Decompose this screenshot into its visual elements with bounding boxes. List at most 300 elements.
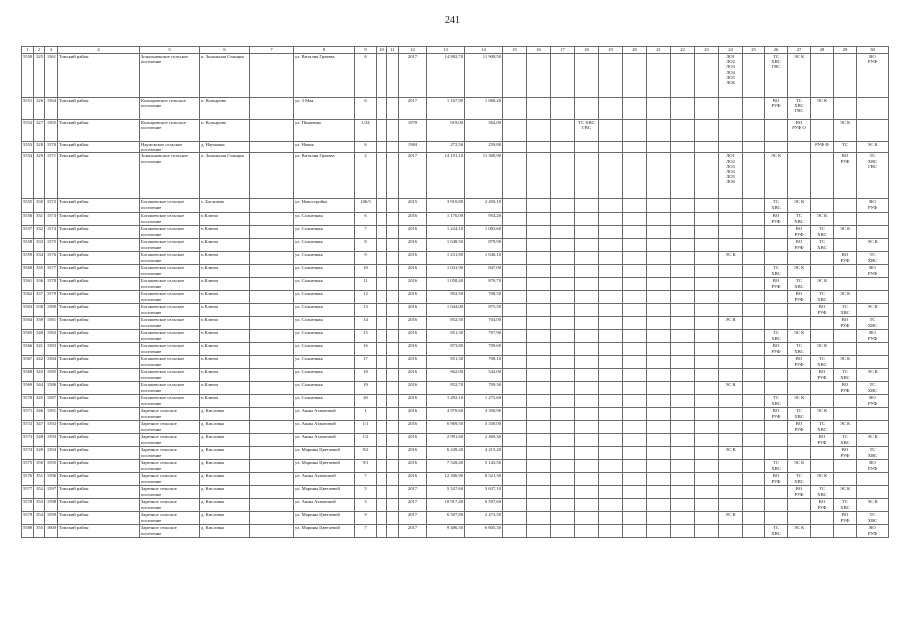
- table-cell: 6 507,80: [427, 512, 465, 525]
- table-cell: [387, 120, 399, 142]
- table-cell: [671, 153, 695, 199]
- table-cell: [377, 120, 387, 142]
- table-cell: 707,90: [465, 330, 503, 343]
- table-cell: [250, 252, 294, 265]
- table-cell: [695, 525, 719, 538]
- table-cell: [743, 408, 765, 421]
- table-cell: [743, 213, 765, 226]
- table-cell: ВО РУФ: [788, 356, 811, 369]
- table-cell: ТС ХВС: [857, 252, 889, 265]
- table-cell: 2015: [399, 199, 427, 213]
- column-header: 29: [834, 47, 857, 54]
- table-cell: [623, 512, 647, 525]
- table-cell: д. Кисловка: [200, 473, 250, 486]
- table-cell: [503, 525, 527, 538]
- table-cell: [695, 265, 719, 278]
- table-cell: [695, 153, 719, 199]
- table-cell: [623, 252, 647, 265]
- table-cell: ул. Солнечная: [294, 356, 355, 369]
- table-cell: [743, 98, 765, 120]
- table-cell: [551, 278, 575, 291]
- table-cell: ТС ХВС: [765, 460, 788, 473]
- table-cell: 1574: [45, 226, 58, 239]
- table-cell: 9: [355, 252, 377, 265]
- table-cell: Томский район: [58, 239, 140, 252]
- table-cell: [387, 486, 399, 499]
- table-cell: [695, 486, 719, 499]
- table-cell: [575, 199, 599, 213]
- table-cell: [623, 460, 647, 473]
- table-cell: [743, 142, 765, 153]
- table-cell: [575, 317, 599, 330]
- table-cell: [765, 499, 788, 512]
- table-cell: [811, 447, 834, 460]
- table-cell: п. Кольарово: [200, 98, 250, 120]
- table-cell: 342: [34, 356, 45, 369]
- table-cell: [377, 54, 387, 98]
- table-cell: [671, 408, 695, 421]
- table-cell: [527, 213, 551, 226]
- table-cell: [503, 265, 527, 278]
- table-cell: [788, 434, 811, 447]
- table-cell: [551, 265, 575, 278]
- table-cell: 2016: [399, 304, 427, 317]
- table-cell: [743, 447, 765, 460]
- table-cell: 1 492,10: [427, 395, 465, 408]
- table-cell: [503, 382, 527, 395]
- table-cell: 353: [34, 499, 45, 512]
- table-cell: [527, 265, 551, 278]
- table-cell: [719, 142, 743, 153]
- table-cell: [743, 356, 765, 369]
- table-cell: [503, 226, 527, 239]
- table-cell: Томский район: [58, 142, 140, 153]
- table-cell: ЭС К: [788, 265, 811, 278]
- table-cell: [647, 460, 671, 473]
- table-cell: [834, 408, 857, 421]
- table-row: [22, 330, 889, 343]
- table-cell: [551, 291, 575, 304]
- table-cell: ЭС К: [834, 356, 857, 369]
- table-cell: [857, 226, 889, 239]
- table-cell: [377, 199, 387, 213]
- table-cell: [387, 395, 399, 408]
- table-cell: 1: [355, 408, 377, 421]
- table-cell: ТС ХВС: [834, 434, 857, 447]
- table-cell: 1598: [45, 499, 58, 512]
- column-header: 9: [355, 47, 377, 54]
- table-cell: [250, 330, 294, 343]
- table-cell: [527, 499, 551, 512]
- table-cell: ЭС К: [788, 330, 811, 343]
- table-cell: [834, 395, 857, 408]
- table-cell: [623, 278, 647, 291]
- table-cell: ул. Солнечная: [294, 304, 355, 317]
- table-cell: [834, 213, 857, 226]
- table-cell: [551, 330, 575, 343]
- column-header: 21: [647, 47, 671, 54]
- table-cell: [647, 408, 671, 421]
- table-cell: 1 231,80: [427, 252, 465, 265]
- table-cell: [503, 499, 527, 512]
- table-cell: [377, 252, 387, 265]
- table-cell: [647, 304, 671, 317]
- table-cell: 5565: [22, 330, 34, 343]
- table-cell: [599, 54, 623, 98]
- table-cell: [788, 369, 811, 382]
- table-cell: [377, 304, 387, 317]
- table-row: [22, 120, 889, 142]
- table-cell: Кольаровское сельское поселение: [140, 98, 200, 120]
- table-cell: [811, 265, 834, 278]
- table-cell: [377, 473, 387, 486]
- table-row: [22, 239, 889, 252]
- table-cell: 349: [34, 447, 45, 460]
- table-cell: 2016: [399, 343, 427, 356]
- table-cell: [527, 434, 551, 447]
- table-cell: ВО РУФ: [788, 226, 811, 239]
- table-cell: [527, 408, 551, 421]
- table-cell: [623, 265, 647, 278]
- table-cell: [387, 473, 399, 486]
- table-cell: [527, 304, 551, 317]
- table-cell: [811, 54, 834, 98]
- table-cell: 9/1: [355, 460, 377, 473]
- table-cell: [250, 98, 294, 120]
- table-cell: [719, 460, 743, 473]
- table-cell: [575, 434, 599, 447]
- table-cell: 347: [34, 421, 45, 434]
- table-cell: ВО РУФ: [834, 447, 857, 460]
- table-cell: п.Ключи: [200, 395, 250, 408]
- table-cell: 7: [355, 226, 377, 239]
- table-cell: 7: [355, 525, 377, 538]
- table-cell: [503, 291, 527, 304]
- table-cell: [503, 153, 527, 199]
- table-cell: 5564: [22, 317, 34, 330]
- table-cell: 2016: [399, 382, 427, 395]
- table-row: [22, 356, 889, 369]
- table-cell: ТС ХВС ГВС: [575, 120, 599, 142]
- table-cell: [377, 356, 387, 369]
- table-cell: [719, 278, 743, 291]
- table-cell: [551, 382, 575, 395]
- table-cell: 20: [355, 395, 377, 408]
- table-cell: 1570: [45, 142, 58, 153]
- table-cell: [527, 317, 551, 330]
- table-cell: ул. Анны Ахматовой: [294, 473, 355, 486]
- table-cell: [765, 304, 788, 317]
- table-cell: [695, 304, 719, 317]
- table-cell: [647, 142, 671, 153]
- table-cell: [387, 199, 399, 213]
- table-cell: 1575: [45, 239, 58, 252]
- column-header: 20: [623, 47, 647, 54]
- table-cell: [671, 356, 695, 369]
- table-cell: [647, 291, 671, 304]
- table-cell: [743, 421, 765, 434]
- table-cell: [387, 239, 399, 252]
- table-cell: [527, 473, 551, 486]
- table-cell: [250, 499, 294, 512]
- table-cell: [788, 447, 811, 460]
- table-cell: ЭС К: [857, 239, 889, 252]
- table-cell: [377, 142, 387, 153]
- table-cell: [599, 369, 623, 382]
- table-cell: [575, 343, 599, 356]
- table-cell: ТС ХВС ГВС: [788, 98, 811, 120]
- table-cell: 1 058,40: [427, 278, 465, 291]
- table-row: [22, 226, 889, 239]
- table-cell: [387, 525, 399, 538]
- table-cell: ул. Солнечная: [294, 213, 355, 226]
- table-cell: 1584: [45, 356, 58, 369]
- table-cell: [765, 239, 788, 252]
- table-cell: ул. Анны Ахматовой: [294, 408, 355, 421]
- table-cell: 1586: [45, 382, 58, 395]
- table-cell: 5557: [22, 226, 34, 239]
- table-cell: [599, 447, 623, 460]
- table-cell: [551, 226, 575, 239]
- table-cell: Томский район: [58, 369, 140, 382]
- table-cell: [743, 226, 765, 239]
- table-cell: ВО РУФ О: [788, 120, 811, 142]
- table-cell: ул. Солнечная: [294, 291, 355, 304]
- table-cell: [719, 356, 743, 369]
- table-cell: [527, 226, 551, 239]
- table-cell: 1/1: [355, 421, 377, 434]
- table-cell: 12 306,90: [427, 473, 465, 486]
- table-cell: [250, 317, 294, 330]
- table-cell: [575, 369, 599, 382]
- table-cell: Томский район: [58, 226, 140, 239]
- table-cell: [719, 525, 743, 538]
- table-cell: 1580: [45, 304, 58, 317]
- table-cell: [551, 369, 575, 382]
- table-cell: ВО РУФ: [788, 486, 811, 499]
- table-cell: [811, 395, 834, 408]
- table-cell: [719, 265, 743, 278]
- table-cell: [551, 98, 575, 120]
- table-cell: Томский район: [58, 486, 140, 499]
- table-cell: [575, 356, 599, 369]
- table-row: [22, 434, 889, 447]
- table-cell: 14: [355, 317, 377, 330]
- table-cell: ТС: [834, 142, 857, 153]
- table-cell: ВО РУФ: [811, 369, 834, 382]
- table-cell: ВО РУФ: [834, 382, 857, 395]
- table-cell: ТС ХВС ГВС: [765, 54, 788, 98]
- table-cell: п. Зональная Станция: [200, 153, 250, 199]
- table-cell: Томский район: [58, 447, 140, 460]
- table-cell: [503, 486, 527, 499]
- table-cell: [647, 317, 671, 330]
- table-cell: 708,50: [465, 291, 503, 304]
- table-cell: 1 041,90: [427, 265, 465, 278]
- table-cell: 2017: [399, 54, 427, 98]
- table-cell: 2017: [399, 525, 427, 538]
- table-cell: Томский район: [58, 291, 140, 304]
- table-cell: [527, 525, 551, 538]
- table-cell: [671, 226, 695, 239]
- table-cell: [647, 330, 671, 343]
- column-header: 1: [22, 47, 34, 54]
- table-cell: ул. Виталия Грачева: [294, 153, 355, 199]
- table-row: [22, 98, 889, 120]
- table-cell: ЭС К: [834, 120, 857, 142]
- table-cell: [765, 142, 788, 153]
- table-cell: [599, 120, 623, 142]
- column-header: 12: [399, 47, 427, 54]
- table-cell: 851,30: [427, 356, 465, 369]
- column-header: 2: [34, 47, 45, 54]
- table-cell: [719, 434, 743, 447]
- table-cell: [551, 120, 575, 142]
- table-cell: 334: [34, 252, 45, 265]
- table-cell: ВО РУФ: [811, 304, 834, 317]
- table-cell: [599, 499, 623, 512]
- table-cell: [377, 330, 387, 343]
- table-row: [22, 447, 889, 460]
- table-cell: [671, 54, 695, 98]
- table-cell: [647, 239, 671, 252]
- table-cell: 5556: [22, 213, 34, 226]
- table-row: [22, 512, 889, 525]
- table-cell: [857, 213, 889, 226]
- table-cell: ул. Солнечная: [294, 226, 355, 239]
- table-cell: [575, 330, 599, 343]
- table-cell: [647, 473, 671, 486]
- table-cell: Кольаровское сельское поселение: [140, 120, 200, 142]
- table-cell: п. Кольарово: [200, 120, 250, 142]
- table-cell: ул. Анны Ахматовой: [294, 434, 355, 447]
- table-cell: д. Кисловка: [200, 447, 250, 460]
- table-cell: 1592: [45, 421, 58, 434]
- table-cell: 12: [355, 291, 377, 304]
- table-cell: ул. Марины Цветаевой: [294, 447, 355, 460]
- table-cell: 355: [34, 525, 45, 538]
- table-cell: 5569: [22, 382, 34, 395]
- table-cell: [647, 382, 671, 395]
- table-cell: 9 486,50: [427, 525, 465, 538]
- table-cell: ТС ХВС: [811, 226, 834, 239]
- table-cell: [719, 304, 743, 317]
- table-cell: [503, 199, 527, 213]
- table-cell: [788, 252, 811, 265]
- table-cell: [743, 317, 765, 330]
- table-cell: [695, 356, 719, 369]
- table-cell: 1 275,60: [465, 395, 503, 408]
- table-cell: 704,00: [465, 317, 503, 330]
- table-cell: [719, 98, 743, 120]
- table-cell: [551, 499, 575, 512]
- table-cell: [527, 460, 551, 473]
- table-cell: 344: [34, 382, 45, 395]
- table-cell: [250, 199, 294, 213]
- table-cell: Томский район: [58, 153, 140, 199]
- table-cell: [503, 304, 527, 317]
- table-cell: [857, 343, 889, 356]
- table-row: [22, 369, 889, 382]
- table-cell: [527, 395, 551, 408]
- table-cell: [743, 239, 765, 252]
- table-cell: Томский район: [58, 356, 140, 369]
- table-cell: [599, 239, 623, 252]
- table-cell: 345: [34, 395, 45, 408]
- table-cell: [387, 304, 399, 317]
- table-cell: [387, 330, 399, 343]
- table-cell: ЭС К: [788, 460, 811, 473]
- table-cell: 847,00: [465, 265, 503, 278]
- table-cell: [527, 382, 551, 395]
- table-cell: [599, 330, 623, 343]
- table-cell: Томский район: [58, 421, 140, 434]
- table-cell: [503, 142, 527, 153]
- table-cell: [250, 460, 294, 473]
- column-header: 10: [377, 47, 387, 54]
- table-cell: [623, 499, 647, 512]
- table-cell: [387, 98, 399, 120]
- table-cell: 1 167,90: [427, 98, 465, 120]
- table-cell: ул. Солнечная: [294, 395, 355, 408]
- table-cell: [834, 525, 857, 538]
- table-cell: [623, 356, 647, 369]
- table-cell: [765, 252, 788, 265]
- table-cell: 2 473,50: [465, 512, 503, 525]
- table-cell: [250, 239, 294, 252]
- table-cell: [551, 486, 575, 499]
- table-cell: [551, 525, 575, 538]
- table-cell: [599, 199, 623, 213]
- table-row: [22, 460, 889, 473]
- table-cell: [671, 421, 695, 434]
- table-cell: [551, 239, 575, 252]
- table-cell: [671, 499, 695, 512]
- table-cell: [743, 291, 765, 304]
- table-cell: [647, 525, 671, 538]
- table-cell: ЭС К: [834, 421, 857, 434]
- table-cell: 542,00: [465, 369, 503, 382]
- table-cell: [575, 421, 599, 434]
- table-cell: [250, 213, 294, 226]
- table-cell: [671, 199, 695, 213]
- table-cell: [387, 54, 399, 98]
- table-cell: [551, 54, 575, 98]
- table-cell: [647, 486, 671, 499]
- table-cell: 354: [34, 512, 45, 525]
- table-cell: Богашевское сельское поселение: [140, 291, 200, 304]
- table-cell: 1561: [45, 54, 58, 98]
- table-cell: [387, 447, 399, 460]
- table-cell: [575, 499, 599, 512]
- table-cell: 2016: [399, 291, 427, 304]
- table-row: [22, 291, 889, 304]
- table-cell: [387, 408, 399, 421]
- table-cell: [575, 252, 599, 265]
- table-cell: [695, 421, 719, 434]
- table-cell: 6 249,20: [427, 447, 465, 460]
- table-row: [22, 499, 889, 512]
- table-cell: [250, 486, 294, 499]
- table-cell: [250, 226, 294, 239]
- table-cell: Зональненское сельское поселение: [140, 54, 200, 98]
- table-cell: Наумовское сельское поселение: [140, 142, 200, 153]
- table-cell: д. Кисловка: [200, 486, 250, 499]
- table-cell: 2016: [399, 369, 427, 382]
- table-cell: ВО РУФ: [857, 54, 889, 98]
- table-cell: [671, 317, 695, 330]
- table-cell: 1600: [45, 525, 58, 538]
